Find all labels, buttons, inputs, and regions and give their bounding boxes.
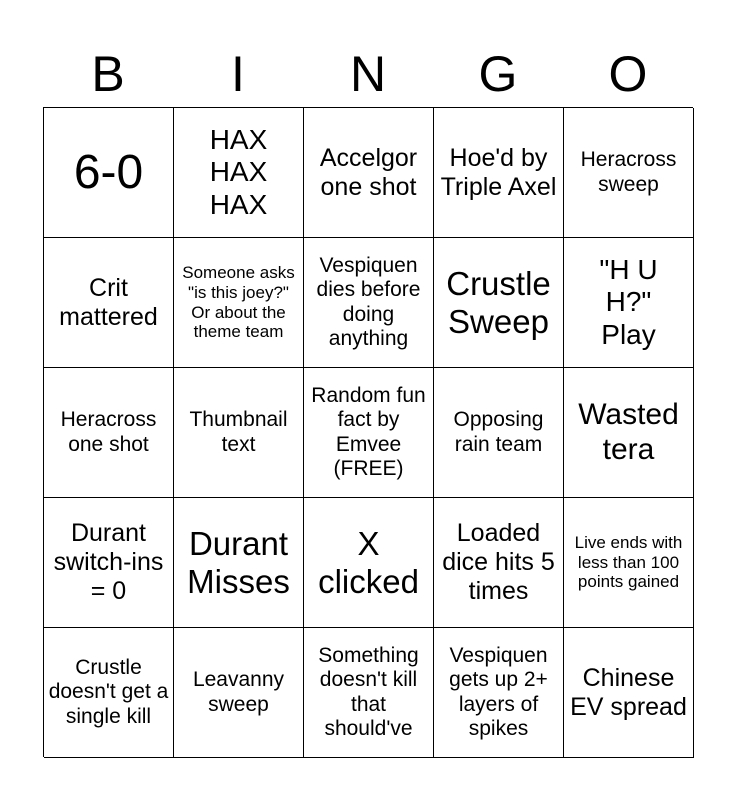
bingo-cell-1-2[interactable] <box>174 108 304 238</box>
bingo-cell-4-2[interactable] <box>174 498 304 628</box>
cell-text: Something doesn't kill that should've <box>318 644 419 740</box>
cell-text: X clicked <box>318 524 419 600</box>
cell-text: Live ends with less than 100 points gained <box>574 533 683 592</box>
bingo-cell-3-5[interactable] <box>564 368 694 498</box>
bingo-cell-4-4[interactable] <box>434 498 564 628</box>
bingo-cell-3-2[interactable] <box>174 368 304 498</box>
cell-text: Hoe'd by Triple Axel <box>440 143 557 201</box>
bingo-cell-5-3[interactable] <box>304 628 434 758</box>
bingo-cell-1-3[interactable] <box>304 108 434 238</box>
cell-text: Someone asks "is this joey?" Or about the theme team <box>182 263 295 342</box>
cell-text: Leavanny sweep <box>192 668 285 716</box>
cell-text: Heracross sweep <box>580 148 677 196</box>
bingo-cell-2-2[interactable] <box>174 238 304 368</box>
bingo-cell-4-3[interactable] <box>304 498 434 628</box>
bingo-cell-5-4[interactable] <box>434 628 564 758</box>
bingo-cell-3-1[interactable] <box>44 368 174 498</box>
cell-text: "H U H?" Play <box>599 254 658 350</box>
cell-text: Vespiquen dies before doing anything <box>316 254 421 350</box>
bingo-cell-3-4[interactable] <box>434 368 564 498</box>
bingo-grid <box>43 107 693 757</box>
cell-text: Crustle Sweep <box>446 264 551 340</box>
cell-text: Durant Misses <box>187 524 290 600</box>
bingo-cell-2-5[interactable] <box>564 238 694 368</box>
cell-text: HAX HAX HAX <box>209 124 268 220</box>
cell-text: Opposing rain team <box>453 408 544 456</box>
header-letter-o: O <box>608 46 648 102</box>
header-letter-g: G <box>478 46 518 102</box>
bingo-cell-5-1[interactable] <box>44 628 174 758</box>
bingo-cell-3-3[interactable] <box>304 368 434 498</box>
bingo-cell-2-4[interactable] <box>434 238 564 368</box>
cell-text: Chinese EV spread <box>570 663 687 721</box>
bingo-cell-2-1[interactable] <box>44 238 174 368</box>
bingo-cell-1-1[interactable] <box>44 108 174 238</box>
header-letter-i: I <box>231 46 245 102</box>
bingo-cell-2-3[interactable] <box>304 238 434 368</box>
bingo-cell-5-5[interactable] <box>564 628 694 758</box>
cell-text: Wasted tera <box>578 398 679 466</box>
cell-text: Vespiquen gets up 2+ layers of spikes <box>449 644 548 740</box>
bingo-header <box>43 40 693 108</box>
cell-text: 6-0 <box>73 145 144 199</box>
bingo-cell-4-5[interactable] <box>564 498 694 628</box>
bingo-cell-1-4[interactable] <box>434 108 564 238</box>
header-letter-n: N <box>349 46 387 102</box>
bingo-cell-4-1[interactable] <box>44 498 174 628</box>
bingo-cell-1-5[interactable] <box>564 108 694 238</box>
cell-text: Heracross one shot <box>60 408 157 456</box>
header-letter-b: B <box>91 46 125 102</box>
cell-text: Crit mattered <box>59 273 158 331</box>
bingo-cell-5-2[interactable] <box>174 628 304 758</box>
cell-text: Loaded dice hits 5 times <box>442 519 555 605</box>
cell-text: Accelgor one shot <box>319 143 418 201</box>
cell-text: Crustle doesn't get a single kill <box>48 656 169 728</box>
cell-text: Random fun fact by Emvee (FREE) <box>311 384 426 480</box>
cell-text: Durant switch-ins = 0 <box>53 519 164 605</box>
cell-text: Thumbnail text <box>189 408 288 456</box>
